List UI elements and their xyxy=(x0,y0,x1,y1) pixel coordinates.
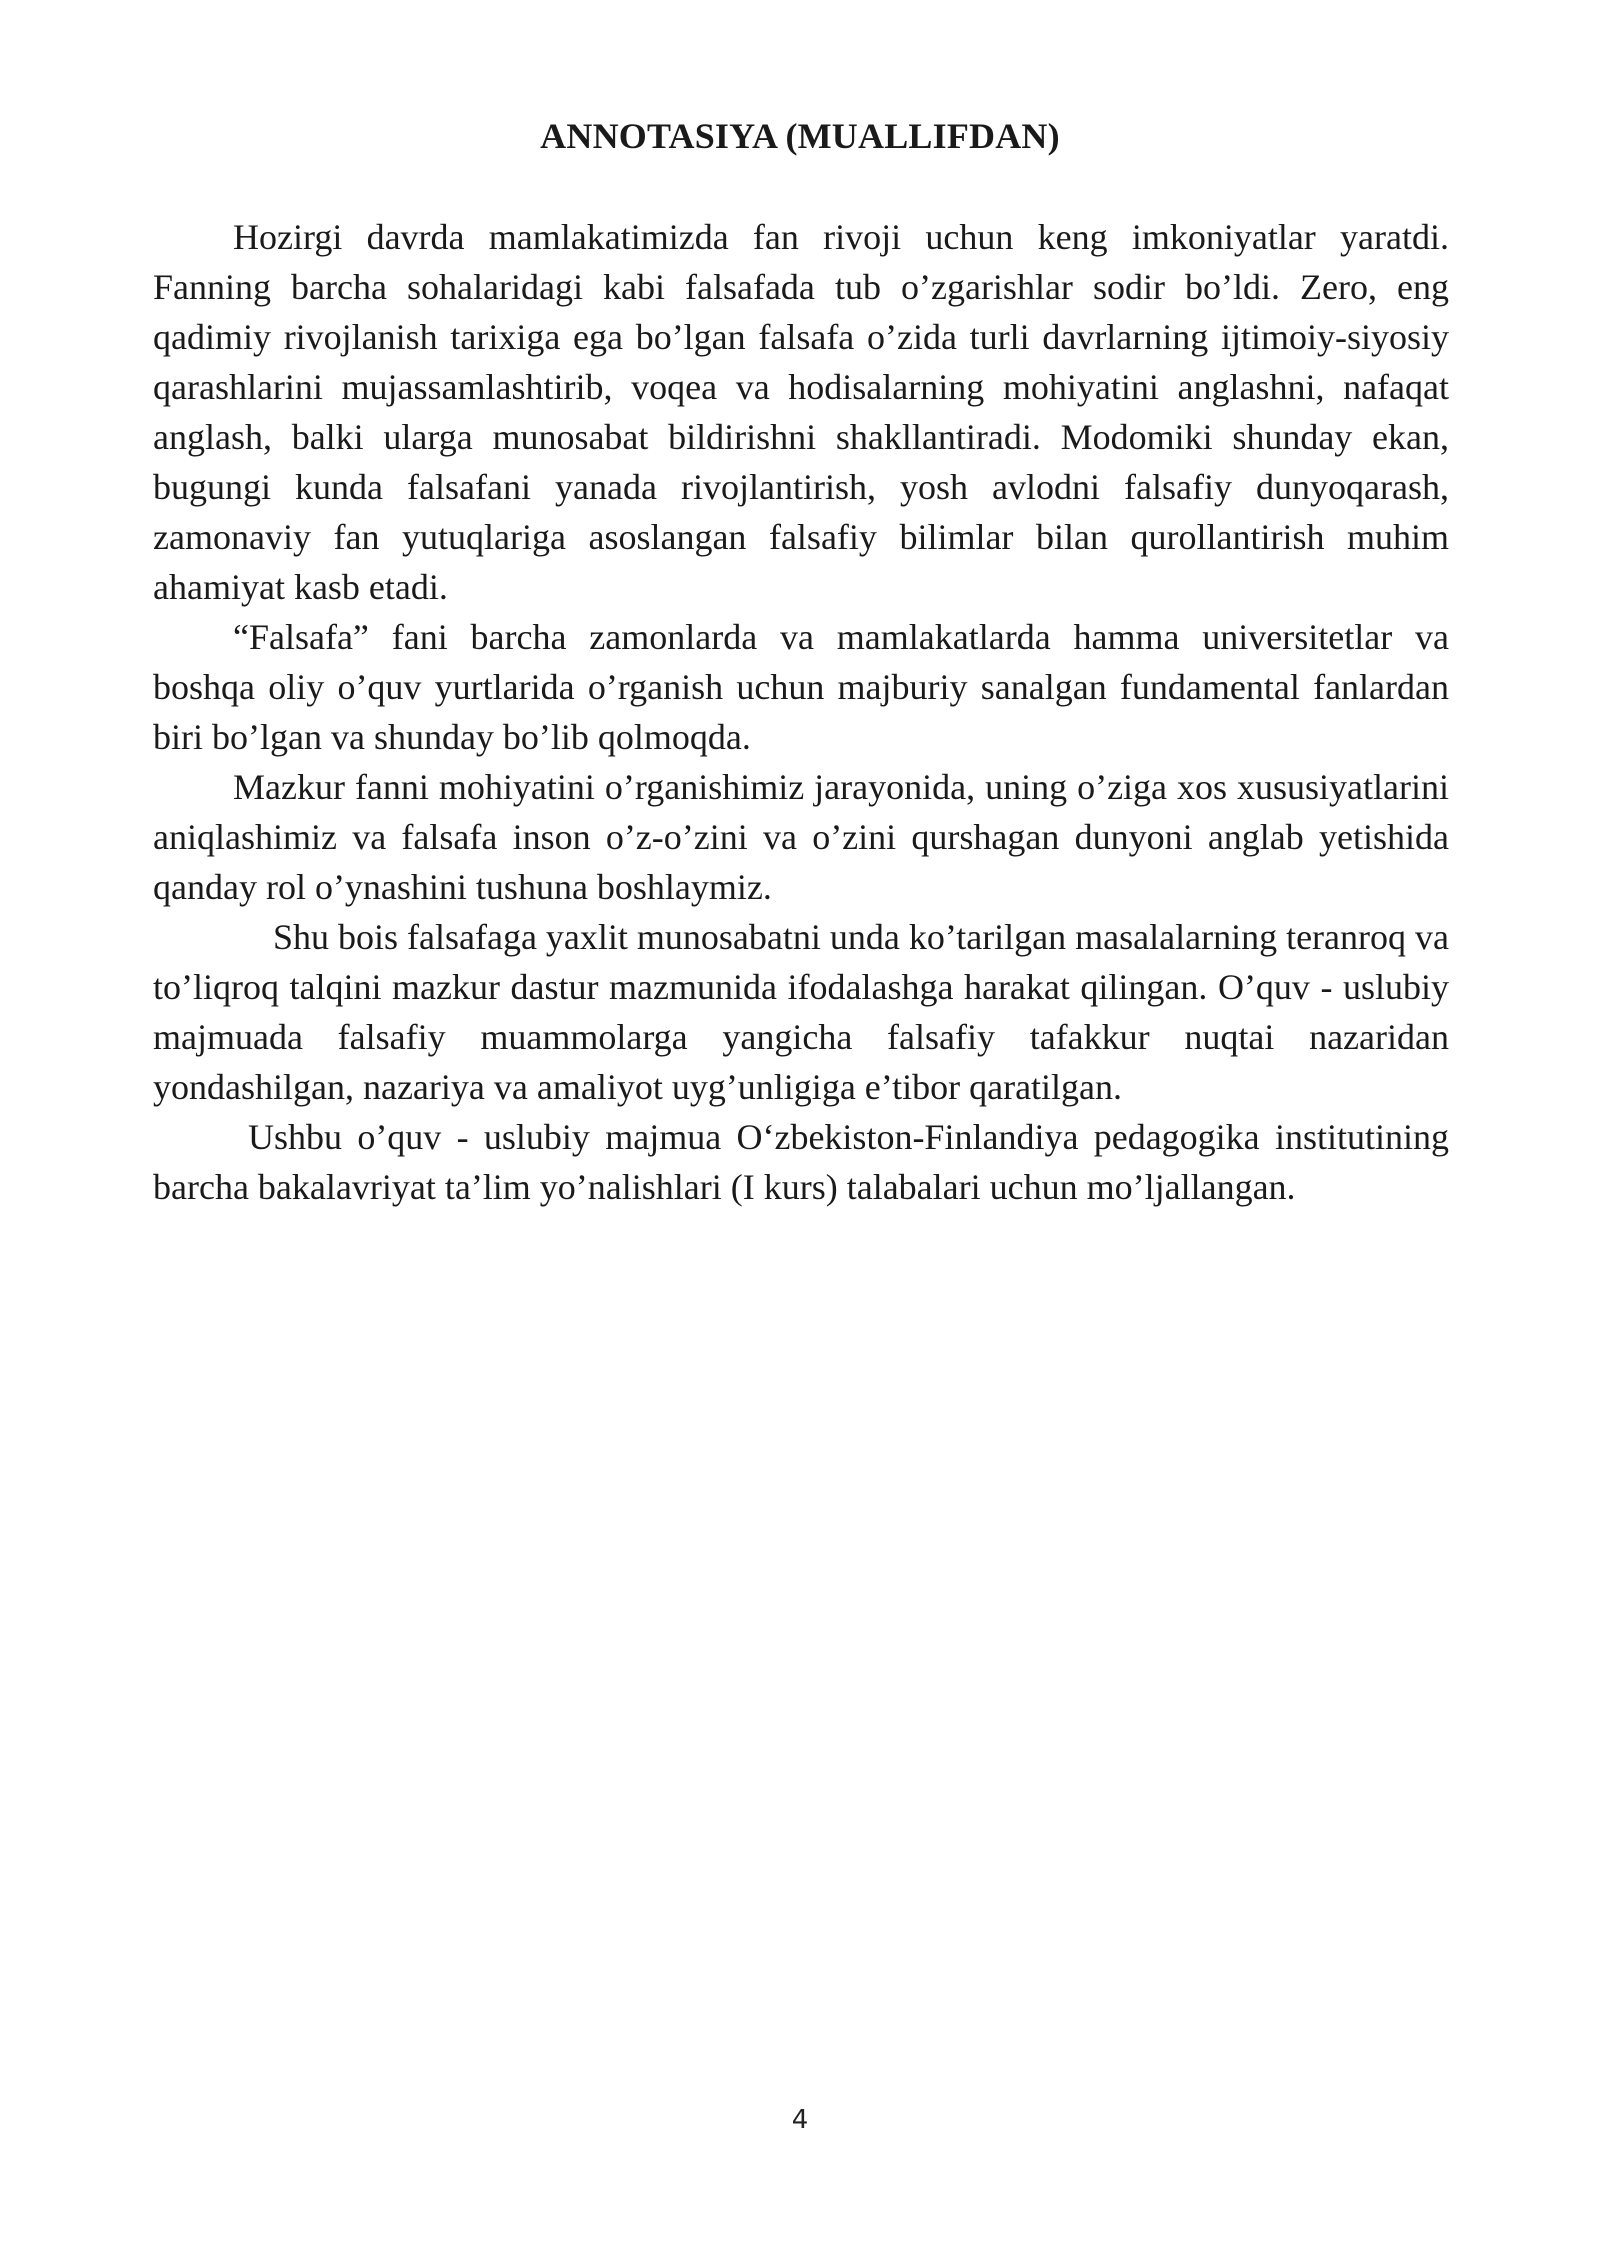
paragraph-intro: Hozirgi davrda mamlakatimizda fan rivoji uchun keng imkoniyatlar yaratdi. Fanning barcha sohalaridagi kabi falsafada tub o’zgarishlar sodir bo’ldi. Zero, eng qadimiy rivojlanish tarixiga ega bo’lgan falsafa o’zida turli davrlarning ijtimoiy-siyosiy qarashlarini mujassamlashtirib, voqea va hodisalarning mohiyatini anglashni, nafaqat anglash, balki ularga munosabat bildirishni shakllantiradi. Modomiki shunday ekan, bugungi kunda falsafani yanada rivojlantirish, yosh avlodni falsafiy dunyoqarash, zamonaviy fan yutuqlariga asoslangan falsafiy bilimlar bilan qurollantirish muhim ahamiyat kasb etadi. xyxy=(153,217,1449,607)
paragraph-audience: Ushbu o’quv - uslubiy majmua O‘zbekiston-Finlandiya pedagogika institutining barcha bakalavriyat ta’lim yo’nalishlari (I kurs) talabalari uchun mo’ljallangan. xyxy=(153,1117,1449,1207)
paragraph-study-process: Mazkur fanni mohiyatini o’rganishimiz jarayonida, uning o’ziga xos xususiyatlarini aniqlashimiz va falsafa inson o’z-o’zini va o’zini qurshagan dunyoni anglab yetishida qanday rol o’ynashini tushuna boshlaymiz. xyxy=(153,767,1449,907)
annotation-body xyxy=(153,212,1449,1212)
paragraph-program-content: Shu bois falsafaga yaxlit munosabatni unda ko’tarilgan masalalarning teranroq va to’liqroq talqini mazkur dastur mazmunida ifodalashga harakat qilingan. O’quv - uslubiy majmuada falsafiy muammolarga yangicha falsafiy tafakkur nuqtai nazaridan yondashilgan, nazariya va amaliyot uyg’unligiga e’tibor qaratilgan. xyxy=(153,917,1449,1107)
page-number: 4 xyxy=(791,2105,809,2135)
paragraph-falsafa-subject: “Falsafa” fani barcha zamonlarda va mamlakatlarda hamma universitetlar va boshqa oliy o’quv yurtlarida o’rganish uchun majburiy sanalgan fundamental fanlardan biri bo’lgan va shunday bo’lib qolmoqda. xyxy=(153,617,1449,757)
page-title: ANNOTASIYA (MUALLIFDAN) xyxy=(540,116,1060,156)
